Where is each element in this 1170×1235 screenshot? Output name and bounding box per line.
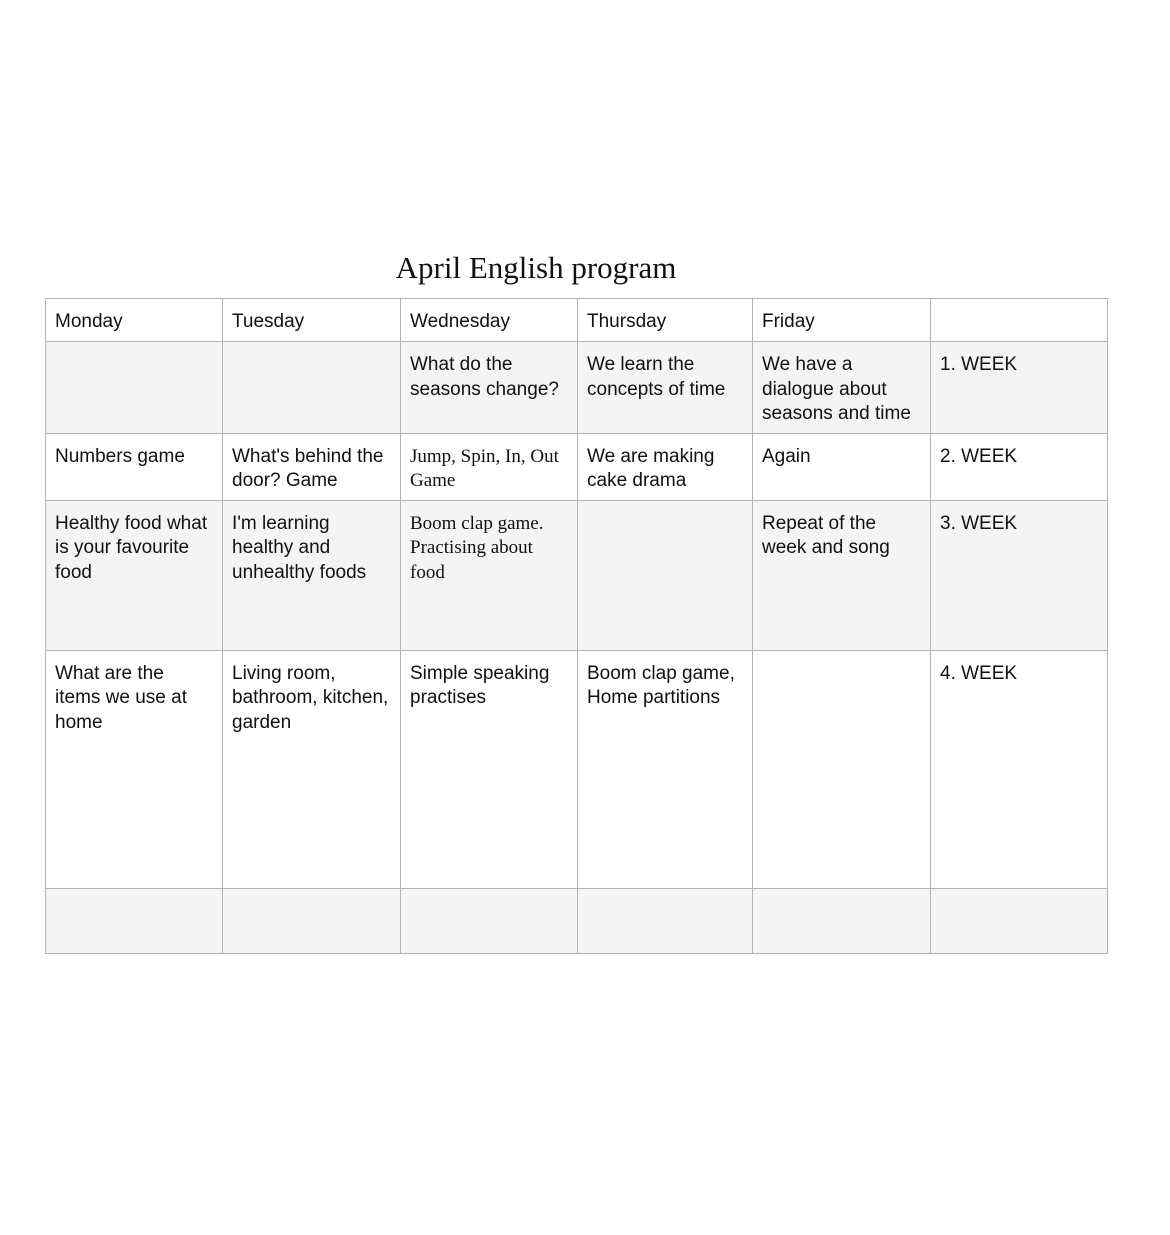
document-title: April English program bbox=[395, 250, 677, 285]
cell-week3-wednesday: Boom clap game. Practising about food bbox=[401, 500, 578, 650]
cell-empty-wednesday bbox=[401, 888, 578, 953]
cell-empty-label bbox=[931, 888, 1108, 953]
cell-empty-monday bbox=[46, 888, 223, 953]
table-row bbox=[46, 342, 1108, 434]
cell-week4-wednesday: Simple speaking practises bbox=[401, 650, 578, 888]
cell-week4-label: 4. WEEK bbox=[931, 650, 1108, 888]
cell-week1-wednesday: What do the seasons change? bbox=[401, 342, 578, 434]
cell-week3-monday: Healthy food what is your favourite food bbox=[46, 500, 223, 650]
program-table bbox=[45, 298, 1108, 954]
cell-week2-label: 2. WEEK bbox=[931, 433, 1108, 500]
table-row bbox=[46, 888, 1108, 953]
header-wednesday: Wednesday bbox=[401, 299, 578, 342]
table-row bbox=[46, 500, 1108, 650]
header-thursday: Thursday bbox=[578, 299, 753, 342]
cell-empty-thursday bbox=[578, 888, 753, 953]
cell-week3-label: 3. WEEK bbox=[931, 500, 1108, 650]
table-row bbox=[46, 433, 1108, 500]
header-week bbox=[931, 299, 1108, 342]
cell-week4-monday: What are the items we use at home bbox=[46, 650, 223, 888]
cell-empty-friday bbox=[753, 888, 931, 953]
header-friday: Friday bbox=[753, 299, 931, 342]
cell-week3-tuesday: I'm learning healthy and unhealthy foods bbox=[223, 500, 401, 650]
header-tuesday: Tuesday bbox=[223, 299, 401, 342]
cell-week4-thursday: Boom clap game, Home partitions bbox=[578, 650, 753, 888]
cell-week2-friday: Again bbox=[753, 433, 931, 500]
cell-week4-tuesday: Living room, bathroom, kitchen, garden bbox=[223, 650, 401, 888]
cell-week2-thursday: We are making cake drama bbox=[578, 433, 753, 500]
cell-week1-tuesday bbox=[223, 342, 401, 434]
cell-week3-thursday bbox=[578, 500, 753, 650]
header-row bbox=[46, 299, 1108, 342]
cell-week3-friday: Repeat of the week and song bbox=[753, 500, 931, 650]
cell-week2-monday: Numbers game bbox=[46, 433, 223, 500]
cell-week1-monday bbox=[46, 342, 223, 434]
header-monday: Monday bbox=[46, 299, 223, 342]
cell-empty-tuesday bbox=[223, 888, 401, 953]
cell-week1-thursday: We learn the concepts of time bbox=[578, 342, 753, 434]
cell-week4-friday bbox=[753, 650, 931, 888]
cell-week1-label: 1. WEEK bbox=[931, 342, 1108, 434]
cell-week2-tuesday: What's behind the door? Game bbox=[223, 433, 401, 500]
cell-week2-wednesday: Jump, Spin, In, Out Game bbox=[401, 433, 578, 500]
cell-week1-friday: We have a dialogue about seasons and time bbox=[753, 342, 931, 434]
table-row bbox=[46, 650, 1108, 888]
